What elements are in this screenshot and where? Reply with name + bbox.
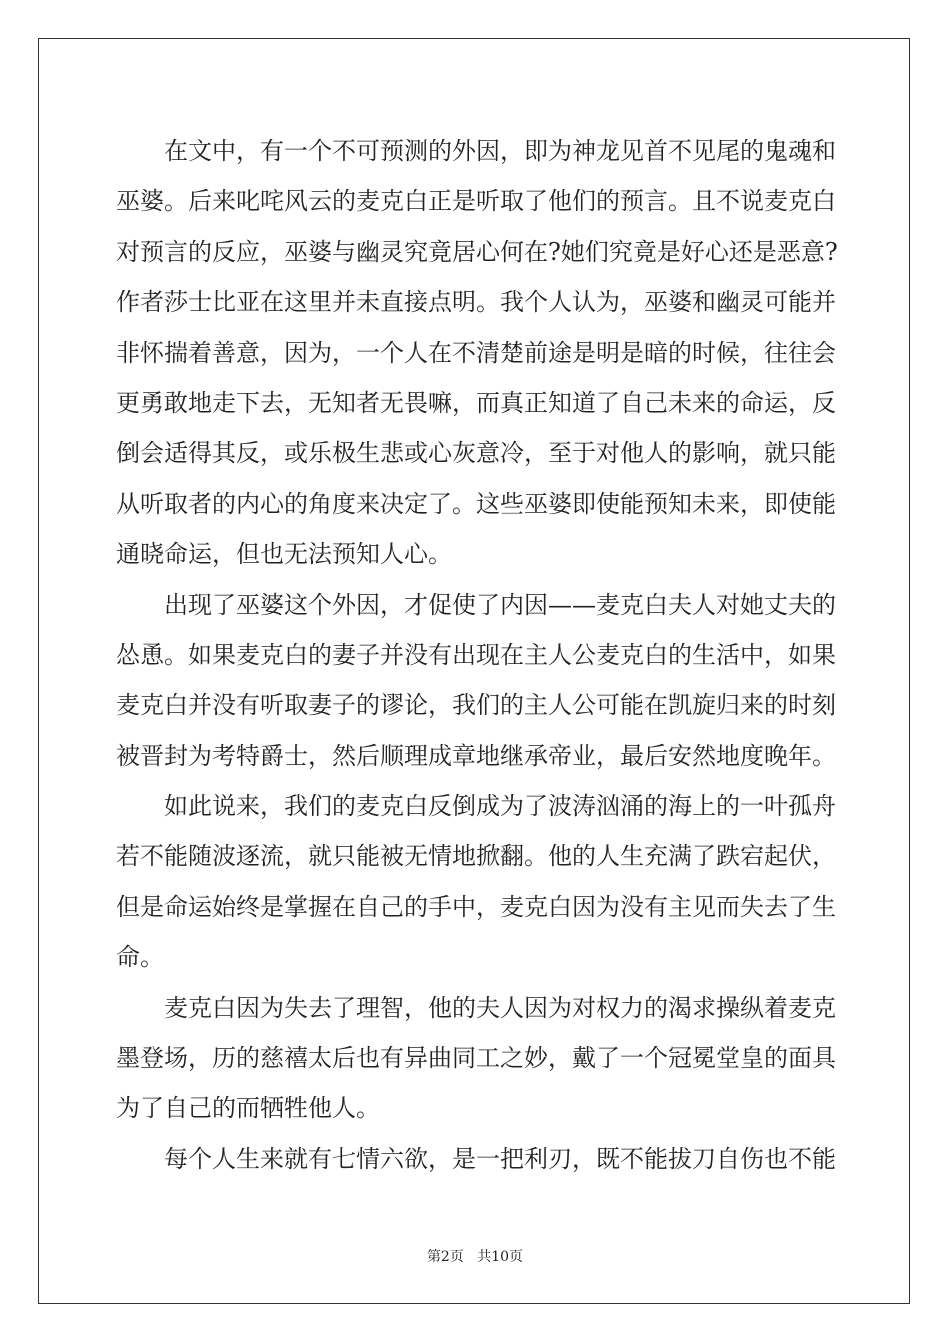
text-line: 怂恿。如果麦克白的妻子并没有出现在主人公麦克白的生活中，如果 (116, 640, 836, 669)
text-line: 巫婆。后来叱咤风云的麦克白正是听取了他们的预言。且不说麦克白 (116, 187, 836, 216)
text-line: 麦克白因为失去了理智，他的夫人因为对权力的渴求操纵着麦克 (164, 993, 836, 1022)
text-line: 倒会适得其反，或乐极生悲或心灰意冷，至于对他人的影响，就只能 (116, 439, 836, 468)
text-line: 非怀揣着善意，因为，一个人在不清楚前途是明是暗的时候，往往会 (116, 338, 836, 367)
text-line: 出现了巫婆这个外因，才促使了内因——麦克白夫人对她丈夫的 (164, 590, 836, 619)
text-line: 通晓命运，但也无法预知人心。 (116, 540, 452, 569)
text-line: 更勇敢地走下去，无知者无畏嘛，而真正知道了自己未来的命运，反 (116, 388, 836, 417)
text-line: 墨登场，历的慈禧太后也有异曲同工之妙，戴了一个冠冕堂皇的面具 (116, 1044, 836, 1073)
page-number: 第2页 (426, 1249, 464, 1265)
text-line: 为了自己的而牺牲他人。 (116, 1094, 380, 1123)
text-line: 若不能随波逐流，就只能被无情地掀翻。他的人生充满了跌宕起伏， (116, 842, 836, 871)
page-footer (0, 1246, 950, 1266)
text-line: 命。 (116, 943, 164, 972)
text-line: 从听取者的内心的角度来决定了。这些巫婆即使能预知未来，即使能 (116, 489, 836, 518)
page-total: 共10页 (477, 1249, 524, 1265)
text-line: 如此说来，我们的麦克白反倒成为了波涛汹涌的海上的一叶孤舟 (164, 792, 836, 821)
text-line: 对预言的反应，巫婆与幽灵究竟居心何在?她们究竟是好心还是恶意? (116, 237, 838, 266)
text-line: 但是命运始终是掌握在自己的手中，麦克白因为没有主见而失去了生 (116, 892, 836, 921)
text-line: 作者莎士比亚在这里并未直接点明。我个人认为，巫婆和幽灵可能并 (116, 288, 836, 317)
text-line: 麦克白并没有听取妻子的谬论，我们的主人公可能在凯旋归来的时刻 (116, 691, 836, 720)
document-body (116, 126, 836, 1184)
text-line: 在文中，有一个不可预测的外因，即为神龙见首不见尾的鬼魂和 (164, 137, 836, 165)
text-line: 每个人生来就有七情六欲，是一把利刃，既不能拔刀自伤也不能 (164, 1144, 836, 1173)
text-line: 被晋封为考特爵士，然后顺理成章地继承帝业，最后安然地度晚年。 (116, 741, 836, 770)
